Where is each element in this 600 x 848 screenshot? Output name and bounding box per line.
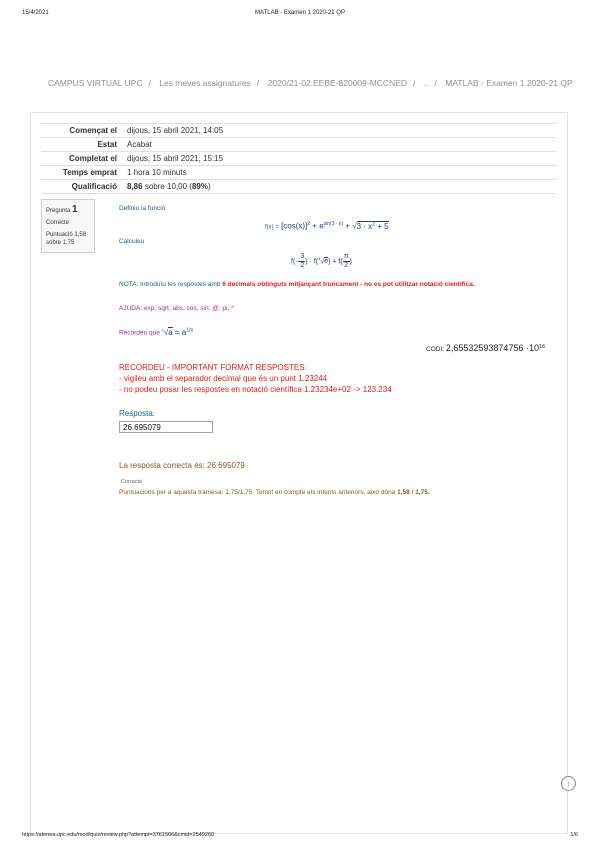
time-value: 1 hora 10 minuts	[127, 168, 187, 177]
question-number: 1	[72, 204, 78, 215]
print-url: https://atenea.upc.edu/mod/quiz/review.php?attempt=3761566&cmid=2549260	[22, 832, 215, 838]
note-prefix: NOTA: Introduïu les respostes amb	[119, 281, 223, 288]
question-grade-line2: sobre 1,75	[46, 240, 75, 246]
breadcrumb-separator: /	[413, 78, 416, 88]
breadcrumb-my-courses[interactable]: Les meves assignatures	[159, 78, 251, 88]
summary-row-completed	[41, 152, 557, 166]
summary-row-state	[41, 138, 557, 152]
breadcrumb-separator: /	[434, 78, 437, 88]
breadcrumb-course[interactable]: 2020/21-02:EEBE-820009-MCCNED	[267, 78, 408, 88]
started-value: dijous, 15 abril 2021, 14:05	[127, 126, 224, 135]
breadcrumb-quiz[interactable]: MATLAB - Examen 1 2020-21 QP	[445, 78, 573, 88]
codi-exponent: 16	[538, 343, 546, 350]
correct-answer: La resposta correcta és: 26.695079	[119, 461, 245, 470]
question-label: Pregunta	[46, 208, 71, 214]
grade-score: 8,86	[127, 182, 143, 191]
remember-line	[119, 327, 193, 337]
question-grade-line1: Puntuació 1,58	[46, 232, 87, 238]
completed-label: Completat el	[68, 154, 117, 163]
question-info	[41, 199, 95, 253]
completed-value: dijous, 15 abril 2021, 15:15	[127, 154, 224, 163]
important-item-2: - no podeu posar les respostes en notació científica 1.23234e+02 -> 123.234	[119, 385, 392, 394]
root-identity-formula: $^n√a = a^{1/n}$	[161, 327, 194, 337]
grade-close: )	[207, 182, 211, 191]
state-value: Acabat	[127, 140, 152, 149]
points-bold: 1,58 / 1,75.	[397, 489, 430, 496]
points-prefix: Puntuacions per a aquesta tramesa: 1,75/1,75. Tenint en compte els intents anteriors, això dóna	[119, 489, 398, 496]
question-state: Correcte	[46, 220, 70, 226]
help-text: AJUDA: exp, sqrt, abs, cos, sin, @, pi, ^	[119, 305, 235, 312]
codi-label: CODI:	[426, 346, 445, 353]
important-block	[119, 362, 392, 395]
grade-value	[123, 180, 557, 194]
grade-rest: sobre 10,00 (	[144, 182, 192, 191]
codi-value: 2,65532593874756 ·10	[445, 343, 539, 353]
codi-line	[426, 343, 545, 353]
history-state: Correcte	[121, 479, 143, 485]
review-card	[30, 112, 568, 834]
breadcrumb-campus[interactable]: CAMPUS VIRTUAL UPC	[48, 78, 143, 88]
response-label: Resposta:	[119, 409, 156, 418]
question-grade	[46, 231, 90, 247]
question-number-line	[46, 204, 90, 215]
grade-percent: 89%	[191, 182, 208, 191]
state-label: Estat	[97, 140, 117, 149]
expression-formula: f(− $\frac{3}{2}$ ) · f($^3$√e) + f( $\frac{\pi}{2}$ )	[291, 253, 352, 269]
function-formula: $f(x) = [\cos(x)]^2 + e^{sin(3 \cdot x)} + √3 \cdot x^2 + 5$	[265, 221, 389, 231]
important-title: RECORDEU - IMPORTANT FORMAT RESPOSTES:	[119, 363, 307, 372]
print-page-number: 1/6	[570, 832, 578, 838]
print-date: 15/4/2021	[22, 10, 49, 16]
summary-row-started	[41, 124, 557, 138]
time-label: Temps emprat	[62, 168, 117, 177]
started-label: Començat el	[69, 126, 117, 135]
summary-row-time	[41, 166, 557, 180]
arrow-up-circle-icon: ↑	[566, 778, 571, 789]
attempt-summary	[41, 123, 557, 194]
breadcrumb	[48, 78, 573, 88]
remember-text: Recordeu que	[119, 329, 160, 337]
note-red: 6 decimals obtinguts mitjançant truncament - no es pot utilitzar notació científica.	[222, 281, 475, 288]
summary-row-grade	[41, 180, 557, 194]
calculate-text: Calculeu	[119, 238, 145, 245]
grade-label: Qualificació	[71, 182, 117, 191]
define-text: Definiu la funció	[119, 205, 166, 212]
breadcrumb-ellipsis[interactable]: ..	[423, 78, 429, 88]
points-text	[119, 489, 430, 496]
breadcrumb-separator: /	[148, 78, 151, 88]
note-text	[119, 281, 475, 288]
answer-input[interactable]: 26.695079	[119, 421, 213, 433]
scroll-to-top-button[interactable]	[561, 776, 576, 791]
important-item-1: - vigileu amb el separador decimal que és un punt 1.23244	[119, 374, 328, 383]
breadcrumb-separator: /	[256, 78, 260, 88]
print-title: MATLAB - Examen 1 2020-21 QP	[255, 10, 345, 16]
